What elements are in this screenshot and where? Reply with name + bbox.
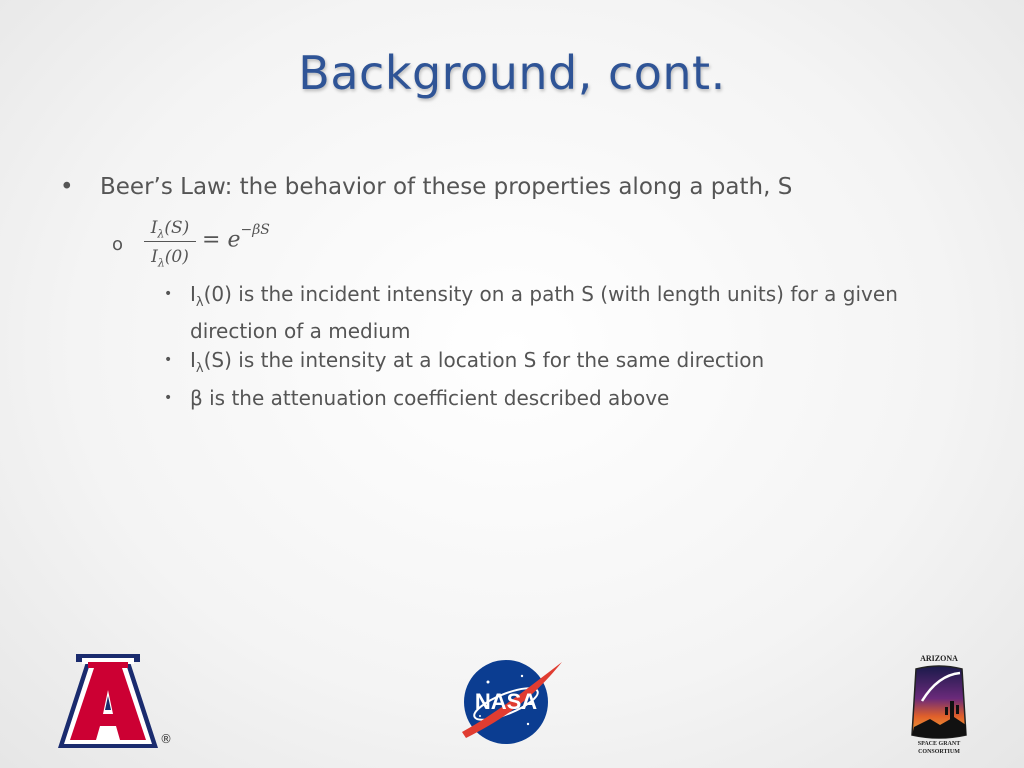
symbol-subscript: λ (195, 295, 204, 310)
sub-bullet-glyph: • (164, 286, 173, 302)
fraction-numerator (144, 216, 196, 240)
space-grant-line-2: CONSORTIUM (918, 749, 960, 755)
sub-bullet-text (190, 280, 930, 345)
exponent: −βS (240, 222, 270, 238)
bullet-glyph: • (60, 174, 74, 200)
space-grant-caption (908, 740, 970, 756)
equals-sign: = (202, 227, 221, 253)
sub-bullet-rest: (0) is the incident intensity on a path S (with length units) for a given direction of a medium (190, 282, 898, 343)
space-grant-logo (908, 654, 970, 758)
desert-sunset-icon (910, 665, 968, 739)
circle-bullet-glyph: o (112, 234, 124, 255)
symbol-base: I (190, 348, 196, 372)
sub-bullet-glyph: • (164, 352, 173, 368)
equation-fraction (144, 216, 196, 269)
symbol-subscript: λ (195, 361, 204, 376)
numerator-argument: (S) (164, 218, 190, 238)
fraction-bar (144, 241, 196, 242)
registered-mark: ® (160, 732, 172, 746)
numerator-base: I (150, 218, 158, 238)
sub-bullet-text: β is the attenuation coefficient described above (190, 386, 670, 410)
denominator-subscript: λ (157, 256, 165, 270)
sub-bullet-text (190, 346, 930, 383)
denominator-base: I (151, 247, 158, 267)
exponential-base: e (227, 227, 241, 253)
bullet-text: Beer’s Law: the behavior of these properties along a path, S (100, 174, 793, 200)
sub-bullet-glyph: • (164, 390, 173, 406)
symbol-base: I (190, 282, 196, 306)
arizona-logo (58, 654, 178, 750)
nasa-meatball-icon (458, 654, 566, 746)
nasa-logo (458, 654, 566, 746)
space-grant-line-1: SPACE GRANT (917, 741, 961, 747)
denominator-argument: (0) (164, 247, 189, 267)
slide-title: Background, cont. (298, 46, 726, 100)
equation-rhs (202, 222, 270, 253)
numerator-subscript: λ (157, 227, 165, 241)
space-grant-top-label: ARIZONA (920, 654, 958, 663)
nasa-wordmark: NASA (474, 689, 538, 714)
sub-bullet-rest: (S) is the intensity at a location S for the same direction (203, 348, 765, 372)
fraction-denominator (144, 245, 196, 269)
